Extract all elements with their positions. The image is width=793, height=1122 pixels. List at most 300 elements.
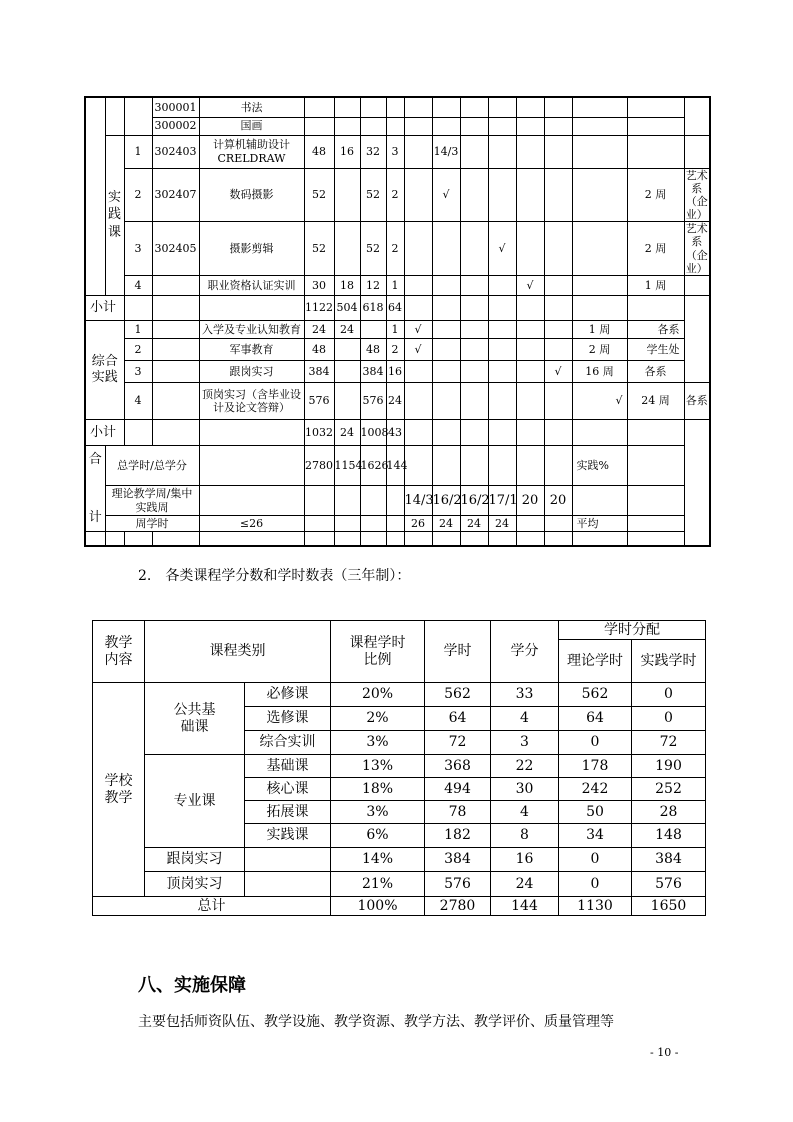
department-cell: 各系 [684, 383, 710, 420]
course-type: 必修课 [245, 683, 331, 707]
subtotal-label: 小计 [85, 420, 124, 446]
cell [404, 135, 432, 168]
theory-hours: 18 [334, 276, 360, 296]
total-hours: 52 [304, 168, 334, 222]
weeks-cell: 16 周 [572, 361, 627, 383]
course-type: 实践课 [245, 824, 331, 848]
theory-hours: 16 [334, 135, 360, 168]
weeks-cell: 2 周 [572, 339, 627, 361]
cell [386, 516, 404, 532]
cell [488, 117, 516, 135]
credits: 144 [386, 446, 404, 486]
semester-cell: √ [516, 276, 544, 296]
row-index: 2 [124, 168, 152, 222]
cell [386, 97, 404, 117]
cell [404, 383, 432, 420]
course-name: 书法 [199, 97, 304, 117]
department-cell: 各系 [627, 361, 684, 383]
cell [544, 321, 572, 339]
header-practice: 实践学时 [632, 640, 706, 683]
credits: 22 [491, 755, 559, 778]
practice-hours: 52 [360, 168, 386, 222]
credits: 4 [491, 707, 559, 731]
cell [544, 117, 572, 135]
weekly-hours-value: 24 [432, 516, 460, 532]
theory: 0 [559, 731, 632, 755]
cell [432, 296, 460, 321]
hours: 368 [425, 755, 491, 778]
cell [684, 135, 710, 168]
practice: 0 [632, 683, 706, 707]
ratio: 3% [331, 731, 425, 755]
theory-hours: 1154 [334, 446, 360, 486]
cell [152, 276, 199, 296]
cell [152, 420, 199, 446]
practice: 190 [632, 755, 706, 778]
cell [199, 420, 304, 446]
weeks-value: 20 [516, 486, 544, 516]
weeks-cell: 1 周 [627, 276, 684, 296]
header-theory: 理论学时 [559, 640, 632, 683]
semester-cell: √ [404, 339, 432, 361]
credits: 2 [386, 222, 404, 276]
course-name: 计算机辅助设计 CRELDRAW [199, 135, 304, 168]
row-index: 4 [124, 383, 152, 420]
cell [199, 296, 304, 321]
cell [304, 97, 334, 117]
cell [544, 168, 572, 222]
course-code: 300001 [152, 97, 199, 117]
cell [516, 446, 544, 486]
cell [488, 383, 516, 420]
hours: 562 [425, 683, 491, 707]
cell [544, 420, 572, 446]
cell [460, 420, 488, 446]
weekly-hours-value: 24 [488, 516, 516, 532]
cell [360, 532, 386, 546]
course-type: 顶岗实习 [145, 872, 245, 897]
cell [572, 276, 627, 296]
department-cell: 各系 [627, 321, 684, 339]
cell [544, 296, 572, 321]
cell [360, 117, 386, 135]
cell [460, 321, 488, 339]
weekly-hours-limit: ≤26 [199, 516, 304, 532]
cell [516, 296, 544, 321]
credits: 33 [491, 683, 559, 707]
theory: 0 [559, 872, 632, 897]
hours: 384 [425, 848, 491, 872]
cell [404, 276, 432, 296]
total-hours: 48 [304, 135, 334, 168]
cell [404, 168, 432, 222]
cell [572, 532, 627, 546]
cell [360, 97, 386, 117]
semester-cell: √ [404, 321, 432, 339]
cell [85, 532, 105, 546]
cell [516, 321, 544, 339]
ratio: 13% [331, 755, 425, 778]
cell [404, 420, 432, 446]
cell [488, 135, 516, 168]
credits: 144 [491, 897, 559, 916]
header-category: 课程类别 [145, 621, 331, 683]
cell [152, 361, 199, 383]
hours: 494 [425, 778, 491, 801]
cell [199, 486, 304, 516]
cell [334, 486, 360, 516]
page-number: - 10 - [650, 1046, 679, 1059]
credits: 4 [491, 801, 559, 824]
cell [488, 321, 516, 339]
weekly-hours-value: 26 [404, 516, 432, 532]
group-public: 公共基础课 [145, 683, 245, 755]
practice-hours: 32 [360, 135, 386, 168]
average-label: 平均 [572, 516, 627, 532]
cell [572, 486, 627, 516]
ratio: 20% [331, 683, 425, 707]
course-type: 基础课 [245, 755, 331, 778]
theory: 34 [559, 824, 632, 848]
cell [404, 97, 432, 117]
weeks-cell: 24 周 [627, 383, 684, 420]
header-hours: 学时 [425, 621, 491, 683]
weeks-value: 16/2 [432, 486, 460, 516]
theory: 50 [559, 801, 632, 824]
practice: 1650 [632, 897, 706, 916]
cell [627, 532, 684, 546]
practice-course-label: 实践课 [105, 135, 124, 296]
practice-hours: 52 [360, 222, 386, 276]
course-type: 综合实训 [245, 731, 331, 755]
hours: 576 [425, 872, 491, 897]
cell [627, 296, 684, 321]
course-type: 跟岗实习 [145, 848, 245, 872]
cell [334, 516, 360, 532]
cell [516, 168, 544, 222]
credits: 3 [386, 135, 404, 168]
header-distribution: 学时分配 [559, 621, 706, 640]
weeks-cell: 2 周 [627, 222, 684, 276]
cell [360, 516, 386, 532]
cell [432, 222, 460, 276]
cell [334, 383, 360, 420]
semester-cell: √ [488, 222, 516, 276]
cell [152, 383, 199, 420]
theory: 242 [559, 778, 632, 801]
row-index: 1 [124, 321, 152, 339]
cell [488, 446, 516, 486]
hours: 78 [425, 801, 491, 824]
total-hours: 48 [304, 339, 334, 361]
cell [627, 135, 684, 168]
weeks-value: 14/3 [404, 486, 432, 516]
ratio: 2% [331, 707, 425, 731]
cell [544, 446, 572, 486]
credits: 1 [386, 321, 404, 339]
cell [627, 97, 684, 117]
theory: 0 [559, 848, 632, 872]
cell [460, 532, 488, 546]
row-index: 3 [124, 361, 152, 383]
blank-cell [124, 97, 152, 135]
course-name: 摄影剪辑 [199, 222, 304, 276]
credits: 16 [386, 361, 404, 383]
credits: 3 [491, 731, 559, 755]
group-school: 学校教学 [93, 683, 145, 897]
cell [404, 296, 432, 321]
course-code: 302405 [152, 222, 199, 276]
theory: 178 [559, 755, 632, 778]
ratio: 14% [331, 848, 425, 872]
cell [544, 383, 572, 420]
cell [432, 321, 460, 339]
cell [627, 420, 684, 446]
credits: 2 [386, 168, 404, 222]
cell [460, 222, 488, 276]
cell [544, 516, 572, 532]
blank-cell [105, 97, 124, 135]
header-content: 教学内容 [93, 621, 145, 683]
cell [404, 117, 432, 135]
cell [516, 383, 544, 420]
section-heading: 八、实施保障 [138, 975, 246, 996]
total-hours-credits-label: 总学时/总学分 [105, 446, 199, 486]
cell [460, 383, 488, 420]
cell [460, 296, 488, 321]
cell [544, 532, 572, 546]
cell [386, 117, 404, 135]
cell [460, 361, 488, 383]
course-name: 跟岗实习 [199, 361, 304, 383]
ratio: 18% [331, 778, 425, 801]
theory: 1130 [559, 897, 632, 916]
total-hours: 2780 [304, 446, 334, 486]
practice: 384 [632, 848, 706, 872]
course-type: 核心课 [245, 778, 331, 801]
cell [404, 446, 432, 486]
cell [488, 97, 516, 117]
cell [432, 117, 460, 135]
cell [304, 117, 334, 135]
row-index: 3 [124, 222, 152, 276]
course-name: 顶岗实习（含毕业设计及论文答辩） [199, 383, 304, 420]
ratio: 6% [331, 824, 425, 848]
section-paragraph: 主要包括师资队伍、教学设施、教学资源、教学方法、教学评价、质量管理等 [138, 1014, 614, 1030]
cell [516, 97, 544, 117]
cell [386, 532, 404, 546]
cell [432, 446, 460, 486]
category-cell [85, 97, 105, 296]
cell [432, 97, 460, 117]
hours: 2780 [425, 897, 491, 916]
cell [627, 516, 684, 532]
cell [572, 420, 627, 446]
cell [404, 361, 432, 383]
department-cell: 艺术系 （企业） [684, 168, 710, 222]
cell [627, 117, 684, 135]
cell [544, 135, 572, 168]
cell [572, 222, 627, 276]
credits: 30 [491, 778, 559, 801]
cell [460, 339, 488, 361]
cell [460, 117, 488, 135]
practice-percent-label: 实践% [572, 446, 627, 486]
practice-hours: 384 [360, 361, 386, 383]
cell [516, 222, 544, 276]
hours: 64 [425, 707, 491, 731]
cell [124, 296, 152, 321]
practice: 0 [632, 707, 706, 731]
cell [152, 321, 199, 339]
total-hours: 384 [304, 361, 334, 383]
cell [152, 296, 199, 321]
practice-hours: 1008 [360, 420, 386, 446]
cell [544, 339, 572, 361]
cell [245, 872, 331, 897]
subtotal-label: 小计 [85, 296, 124, 321]
practice-hours: 12 [360, 276, 386, 296]
header-ratio: 课程学时比例 [331, 621, 425, 683]
teaching-weeks-label: 理论教学周/集中实践周 [105, 486, 199, 516]
course-name: 国画 [199, 117, 304, 135]
curriculum-table [84, 96, 711, 547]
theory-hours: 504 [334, 296, 360, 321]
practice-hours: 576 [360, 383, 386, 420]
credits: 64 [386, 296, 404, 321]
cell [488, 296, 516, 321]
cell [304, 516, 334, 532]
cell [334, 222, 360, 276]
cell [334, 97, 360, 117]
cell [152, 532, 199, 546]
cell [460, 135, 488, 168]
cell [432, 420, 460, 446]
course-code: 300002 [152, 117, 199, 135]
practice-hours: 48 [360, 339, 386, 361]
cell [124, 420, 152, 446]
cell [105, 532, 124, 546]
cell [460, 276, 488, 296]
row-index: 1 [124, 135, 152, 168]
course-code: 302403 [152, 135, 199, 168]
practice: 148 [632, 824, 706, 848]
cell [334, 361, 360, 383]
course-name: 职业资格认证实训 [199, 276, 304, 296]
cell [516, 532, 544, 546]
weeks-value: 20 [544, 486, 572, 516]
cell [432, 532, 460, 546]
hours: 182 [425, 824, 491, 848]
credits: 43 [386, 420, 404, 446]
credits: 16 [491, 848, 559, 872]
credits: 24 [386, 383, 404, 420]
cell [488, 420, 516, 446]
practice: 576 [632, 872, 706, 897]
practice: 72 [632, 731, 706, 755]
comprehensive-practice-label: 综合实践 [85, 321, 124, 420]
header-credits: 学分 [491, 621, 559, 683]
cell [334, 168, 360, 222]
theory-hours: 24 [334, 321, 360, 339]
credits: 24 [491, 872, 559, 897]
table-caption: 2. 各类课程学分数和学时数表（三年制）： [138, 568, 411, 584]
credit-hours-table [92, 620, 706, 916]
semester-cell: √ [572, 383, 627, 420]
cell [488, 168, 516, 222]
weeks-value: 16/2 [460, 486, 488, 516]
cell [460, 446, 488, 486]
cell [334, 339, 360, 361]
total-hours: 52 [304, 222, 334, 276]
course-type: 拓展课 [245, 801, 331, 824]
cell [152, 339, 199, 361]
credits: 8 [491, 824, 559, 848]
cell [516, 135, 544, 168]
course-name: 数码摄影 [199, 168, 304, 222]
total-hours: 24 [304, 321, 334, 339]
cell [572, 296, 627, 321]
cell [386, 486, 404, 516]
cell [360, 486, 386, 516]
cell [404, 222, 432, 276]
cell [432, 361, 460, 383]
hours: 72 [425, 731, 491, 755]
credits: 1 [386, 276, 404, 296]
cell [199, 446, 304, 486]
cell [334, 532, 360, 546]
row-index: 4 [124, 276, 152, 296]
cell [684, 276, 710, 296]
cell [627, 486, 684, 516]
weekly-hours-value: 24 [460, 516, 488, 532]
weeks-value: 17/1 [488, 486, 516, 516]
course-type: 选修课 [245, 707, 331, 731]
total-hours: 30 [304, 276, 334, 296]
cell [516, 516, 544, 532]
ratio: 3% [331, 801, 425, 824]
cell [516, 117, 544, 135]
cell [124, 532, 152, 546]
cell [572, 97, 627, 117]
cell [334, 117, 360, 135]
cell [460, 168, 488, 222]
practice: 28 [632, 801, 706, 824]
total-hours: 1122 [304, 296, 334, 321]
total-hours: 576 [304, 383, 334, 420]
department-cell: 学生处 [627, 339, 684, 361]
cell [488, 361, 516, 383]
practice-hours: 1626 [360, 446, 386, 486]
cell [572, 117, 627, 135]
practice: 252 [632, 778, 706, 801]
semester-cell: √ [544, 361, 572, 383]
semester-cell: 14/3 [432, 135, 460, 168]
row-index: 2 [124, 339, 152, 361]
weeks-cell: 1 周 [572, 321, 627, 339]
cell [544, 222, 572, 276]
cell [544, 276, 572, 296]
cell [516, 420, 544, 446]
cell [488, 276, 516, 296]
cell [488, 532, 516, 546]
cell [516, 339, 544, 361]
ratio: 100% [331, 897, 425, 916]
cell [404, 532, 432, 546]
cell [199, 532, 304, 546]
total-label: 总计 [93, 897, 331, 916]
theory: 64 [559, 707, 632, 731]
